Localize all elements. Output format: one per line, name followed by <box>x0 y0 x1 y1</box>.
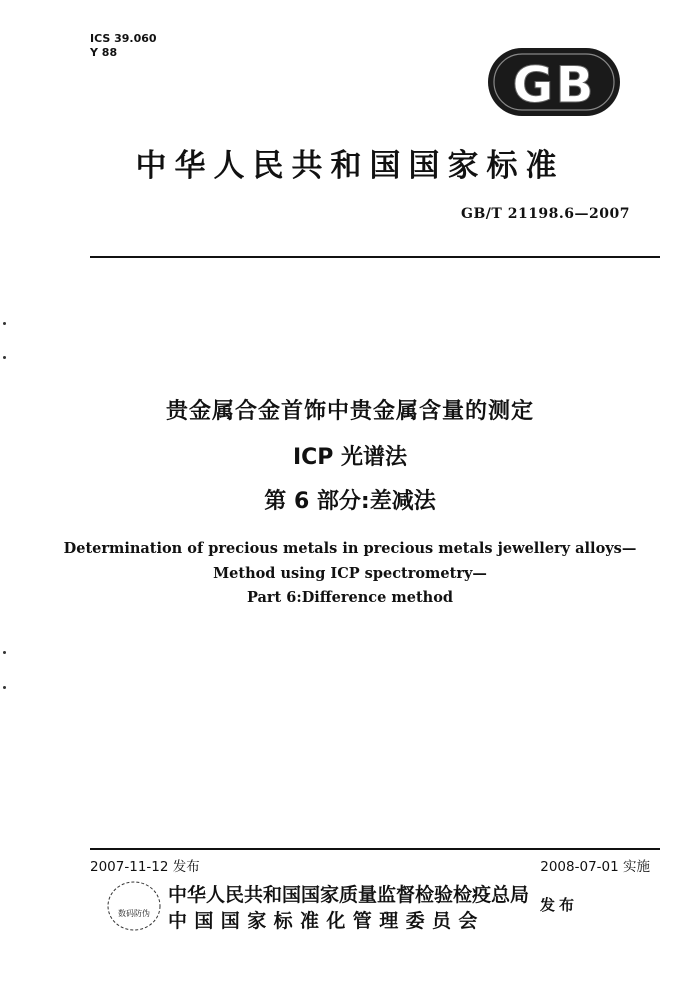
implement-date: 2008-07-01 实施 <box>540 859 650 875</box>
edge-dot <box>3 356 6 359</box>
issuer-line-1: 中华人民共和国国家质量监督检验检疫总局 <box>168 884 530 906</box>
anti-counterfeit-stamp <box>104 878 166 934</box>
ics-code: ICS 39.060 <box>90 32 157 45</box>
stamp-text: 数码防伪 <box>118 909 150 918</box>
classification-codes <box>90 32 157 60</box>
title-zh-line2: ICP 光谱法 <box>292 445 408 470</box>
logo-text: GB <box>512 56 596 114</box>
gb-logo <box>484 42 624 122</box>
top-divider <box>90 256 660 258</box>
issue-date: 2007-11-12 发布 <box>90 859 200 875</box>
title-en-line3: Part 6:Difference method <box>246 589 454 606</box>
title-en-line1: Determination of precious metals in precious metals jewellery alloys— <box>63 540 637 557</box>
edge-dot <box>3 322 6 325</box>
title-en-line2: Method using ICP spectrometry— <box>213 565 487 582</box>
issuer-line-2: 中国国家标准化管理委员会 <box>168 910 485 932</box>
edge-dot <box>3 651 6 654</box>
standard-title: 中华人民共和国国家标准 <box>135 148 565 184</box>
class-code: Y 88 <box>90 46 118 59</box>
title-zh-line3: 第 6 部分:差减法 <box>264 489 436 514</box>
publish-label: 发布 <box>540 896 579 914</box>
title-zh-line1: 贵金属合金首饰中贵金属含量的测定 <box>165 399 534 424</box>
standard-number: GB/T 21198.6—2007 <box>461 206 630 222</box>
bottom-divider <box>90 848 660 850</box>
edge-dot <box>3 686 6 689</box>
